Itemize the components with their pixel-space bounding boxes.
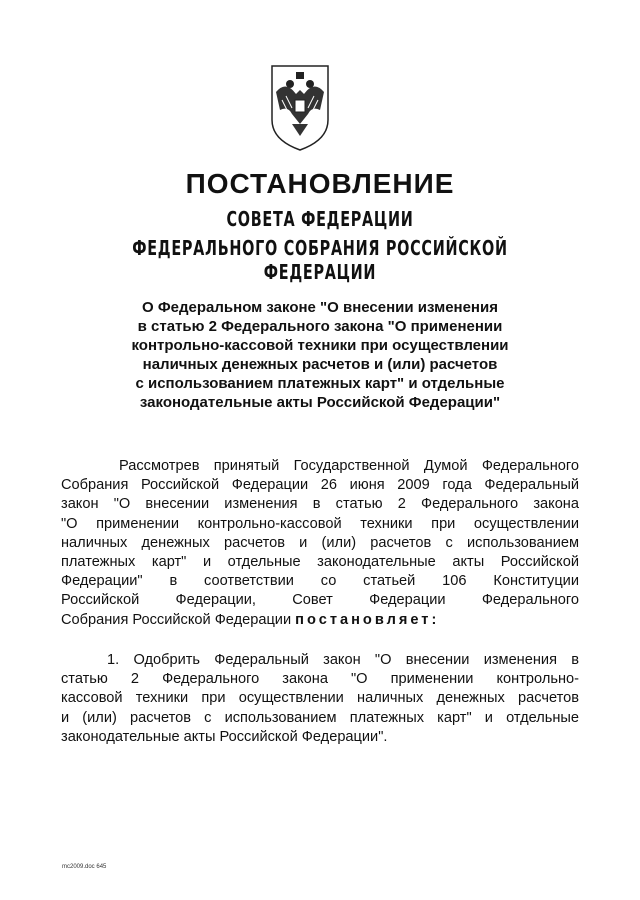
russian-coat-of-arms-icon [268,62,332,154]
resolution-item-1 [61,651,579,747]
subject-line: контрольно-кассовой техники при осуществлении [131,337,509,354]
issuer-line-1: СОВЕТА ФЕДЕРАЦИИ [226,207,414,231]
paragraph-line: "О применении контрольно-кассовой техники при осуществлении [61,515,579,532]
paragraph-line: Рассмотрев принятый Государственной Думой Федерального [119,458,579,474]
document-title: ПОСТАНОВЛЕНИЕ [185,168,455,199]
paragraph-line: статью 2 Федерального закона "О применении контрольно- [61,671,579,688]
document-subject [100,298,540,412]
paragraph-line: кассовой техники при осуществлении наличных денежных расчетов [61,690,579,707]
paragraph-line-final [61,611,579,630]
paragraph-line: Федерации" в соответствии со статьей 106 Конституции [61,573,579,590]
paragraph-line: и (или) расчетов с использованием платежных карт" и отдельные [61,709,579,726]
preamble-paragraph [61,457,579,630]
issuer-line-2: ФЕДЕРАЛЬНОГО СОБРАНИЯ РОССИЙСКОЙ ФЕДЕРАЦИИ [132,236,508,284]
subject-line: наличных денежных расчетов и (или) расчетов [142,356,498,373]
document-code: mc2009.doc 645 [62,864,107,870]
paragraph-line: Собрания Российской Федерации [61,611,292,628]
paragraph-line: Российской Федерации, Совет Федерации Федерального [61,592,579,609]
paragraph-line: платежных карт" и отдельные законодательные акты Российской [61,554,579,571]
paragraph-line: 1. Одобрить Федеральный закон "О внесении изменения в [107,652,579,668]
paragraph-line: законодательные акты Российской Федерации". [61,728,388,745]
resolves-keyword: постановляет: [295,611,440,628]
subject-line: с использованием платежных карт" и отдельные [135,375,505,392]
paragraph-line: наличных денежных расчетов и (или) расчетов с использованием [61,534,579,551]
paragraph-line: закон "О внесении изменения в статью 2 Федерального закона [61,496,579,513]
paragraph-line: Собрания Российской Федерации 26 июня 2009 года Федеральный [61,477,579,494]
subject-line: О Федеральном законе "О внесении изменения [142,299,498,316]
subject-line: законодательные акты Российской Федерации" [139,394,501,411]
subject-line: в статью 2 Федерального закона "О применении [137,318,503,335]
